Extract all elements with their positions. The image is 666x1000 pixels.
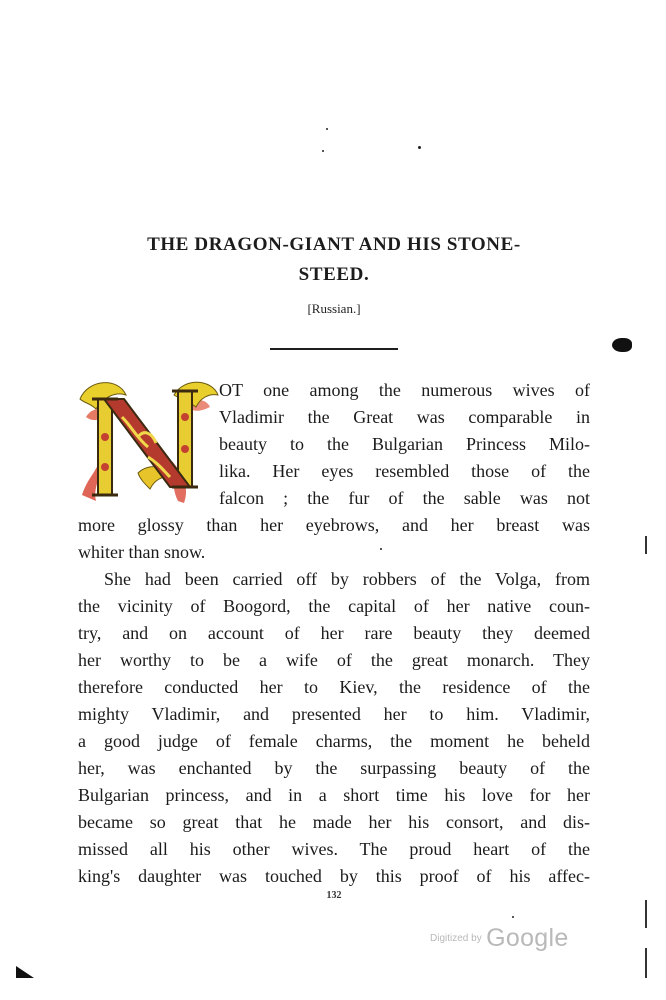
text-line: the vicinity of Boogord, the capital of her native coun- xyxy=(78,596,590,616)
text-line: lika. Her eyes resembled those of the xyxy=(219,461,590,481)
text-line: became so great that he made her his consort, and dis- xyxy=(78,812,590,832)
text-line: Vladimir the Great was comparable in xyxy=(219,407,590,427)
watermark-brand: Google xyxy=(486,924,569,952)
text-line: falcon ; the fur of the sable was not xyxy=(219,488,590,508)
text-line: her, was enchanted by the surpassing beauty of the xyxy=(78,758,590,778)
decorated-initial-n xyxy=(78,377,220,509)
page-number: 132 xyxy=(326,890,342,901)
title-divider xyxy=(270,348,398,350)
text-line: therefore conducted her to Kiev, the residence of the xyxy=(78,677,590,697)
illuminated-letter-image xyxy=(78,377,220,509)
text-line: whiter than snow. xyxy=(78,542,206,562)
scan-speck xyxy=(512,916,514,918)
chapter-subtitle: [Russian.] xyxy=(307,301,361,316)
page-edge-line xyxy=(645,948,647,978)
corner-mark xyxy=(16,966,34,978)
page-edge-tab xyxy=(612,338,632,352)
scan-speck xyxy=(326,128,328,130)
text-line: OT one among the numerous wives of xyxy=(219,380,590,400)
scan-speck xyxy=(380,548,382,550)
scan-speck xyxy=(418,146,421,149)
watermark-prefix: Digitized by xyxy=(430,933,482,944)
digitized-watermark xyxy=(430,924,569,954)
text-line: missed all his other wives. The proud heart of the xyxy=(78,839,590,859)
text-line: mighty Vladimir, and presented her to him. Vladimir, xyxy=(78,704,590,724)
chapter-title xyxy=(78,230,590,290)
text-line: try, and on account of her rare beauty they deemed xyxy=(78,623,590,643)
chapter-title-line-1: THE DRAGON-GIANT AND HIS STONE- xyxy=(147,234,521,255)
page-edge-line xyxy=(645,900,647,928)
text-line: king's daughter was touched by this proof of his affec- xyxy=(78,866,590,886)
text-line: beauty to the Bulgarian Princess Milo- xyxy=(219,434,590,454)
text-line: Bulgarian princess, and in a short time his love for her xyxy=(78,785,590,805)
text-line: more glossy than her eyebrows, and her breast was xyxy=(78,515,590,535)
text-line: She had been carried off by robbers of the Volga, from xyxy=(104,569,590,589)
chapter-title-line-2: STEED. xyxy=(298,264,370,285)
scan-speck xyxy=(322,150,324,152)
page-edge-line xyxy=(645,536,647,554)
text-line: a good judge of female charms, the moment he beheld xyxy=(78,731,590,751)
text-line: her worthy to be a wife of the great monarch. They xyxy=(78,650,590,670)
